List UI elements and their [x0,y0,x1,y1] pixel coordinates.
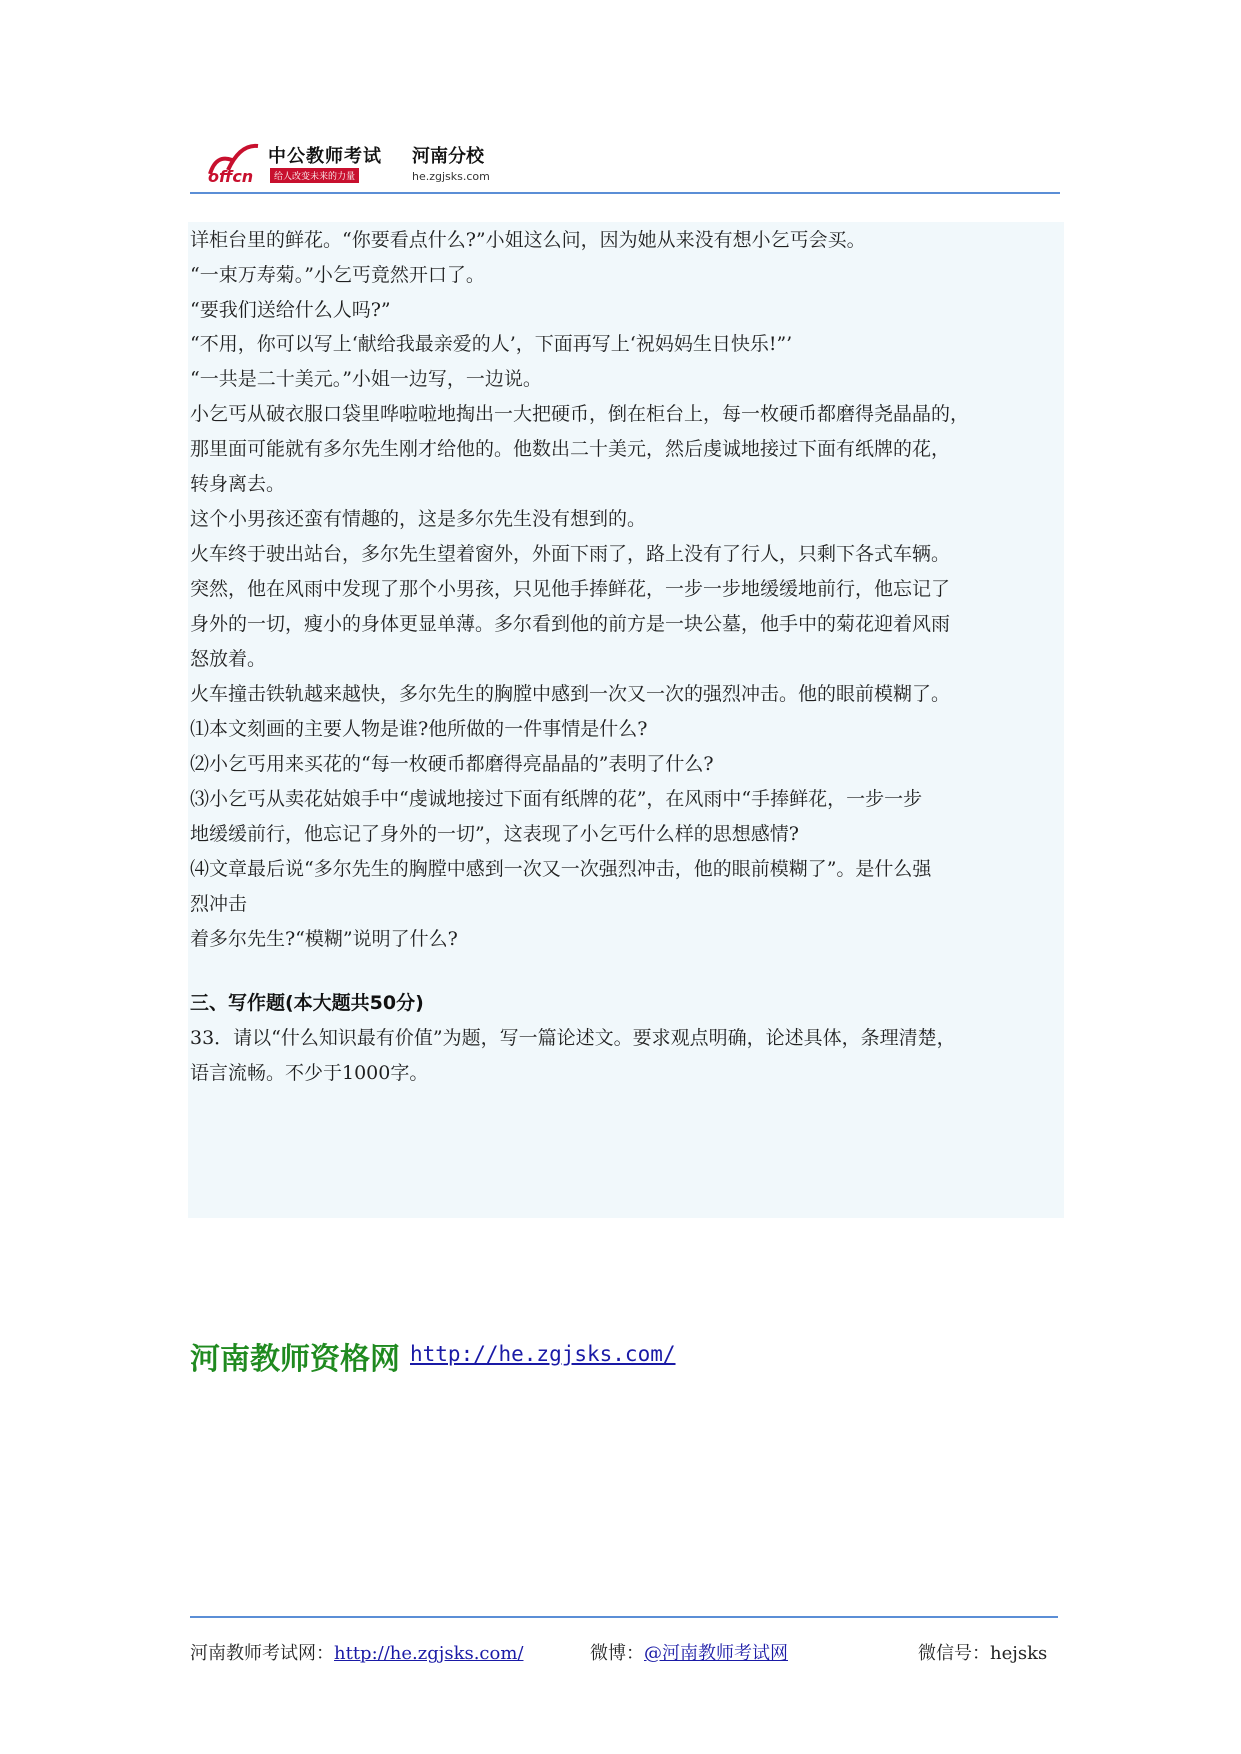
text-line: “不用，你可以写上‘献给我最亲爱的人’，下面再写上‘祝妈妈生日快乐!”’ [190,333,793,355]
footer-weibo [590,1639,788,1665]
question-4-cont: 着多尔先生?“模糊”说明了什么? [190,928,458,950]
question-3-cont: 地缓缓前行，他忘记了身外的一切”，这表现了小乞丐什么样的思想感情? [190,823,799,845]
footer-site [190,1639,523,1665]
question-4: ⑷文章最后说“多尔先生的胸膛中感到一次又一次强烈冲击，他的眼前模糊了”。是什么强 [190,858,932,880]
text-line: 那里面可能就有多尔先生刚才给他的。他数出二十美元，然后虔诚地接过下面有纸牌的花， [190,438,951,460]
footer-wechat: 微信号：hejsks [918,1643,1048,1664]
page-header [190,136,1060,194]
question-2: ⑵小乞丐用来买花的“每一枚硬币都磨得亮晶晶的”表明了什么? [190,753,714,775]
branch-url: he.zgjsks.com [412,170,490,183]
text-line: “要我们送给什么人吗?” [190,299,391,321]
text-line: 转身离去。 [190,473,286,495]
brand-name: 中公教师考试 [268,146,382,167]
text-line: 这个小男孩还蛮有情趣的，这是多尔先生没有想到的。 [190,508,647,530]
footer-weibo-link[interactable]: @河南教师考试网 [644,1643,788,1664]
text-line: “一束万寿菊。”小乞丐竟然开口了。 [190,264,485,286]
site-title: 河南教师资格网 [190,1342,400,1377]
text-line: 怒放着。 [190,648,267,670]
content-area [188,222,1064,1218]
text-line: 火车撞击铁轨越来越快，多尔先生的胸膛中感到一次又一次的强烈冲击。他的眼前模糊了。 [190,683,951,705]
site-link[interactable]: http://he.zgjsks.com/ [410,1342,676,1366]
brand-slogan: 给人改变未来的力量 [270,168,359,183]
text-line: “一共是二十美元。”小姐一边写，一边说。 [190,368,542,390]
question-3: ⑶小乞丐从卖花姑娘手中“虔诚地接过下面有纸牌的花”，在风雨中“手捧鲜花，一步一步 [190,788,923,810]
question-4-cont: 烈冲击 [190,893,248,915]
text-line: 身外的一切，瘦小的身体更显单薄。多尔看到他的前方是一块公墓，他手中的菊花迎着风雨 [190,613,951,635]
section-title: 三、写作题(本大题共50分) [190,992,424,1014]
text-line: 详柜台里的鲜花。“你要看点什么?”小姐这么问，因为她从来没有想小乞丐会买。 [190,229,866,251]
text-line: 小乞丐从破衣服口袋里哗啦啦地掏出一大把硬币，倒在柜台上，每一枚硬币都磨得尧晶晶的， [190,403,970,425]
footer-weibo-label: 微博： [590,1643,644,1664]
branch-name: 河南分校 [412,146,484,167]
essay-line: 语言流畅。不少于1000字。 [190,1062,429,1084]
offcn-logo [206,140,262,186]
essay-line: 33．请以“什么知识最有价值”为题，写一篇论述文。要求观点明确，论述具体，条理清楚， [190,1027,956,1049]
question-1: ⑴本文刻画的主要人物是谁?他所做的一件事情是什么? [190,718,648,740]
text-line: 突然，他在风雨中发现了那个小男孩，只见他手捧鲜花，一步一步地缓缓地前行，他忘记了 [190,578,951,600]
footer-site-link[interactable]: http://he.zgjsks.com/ [334,1643,524,1664]
text-line: 火车终于驶出站台，多尔先生望着窗外，外面下雨了，路上没有了行人，只剩下各式车辆。 [190,543,951,565]
logo-text: offcn [208,167,254,186]
footer-site-label: 河南教师考试网： [190,1643,334,1664]
footer-divider [190,1616,1058,1618]
